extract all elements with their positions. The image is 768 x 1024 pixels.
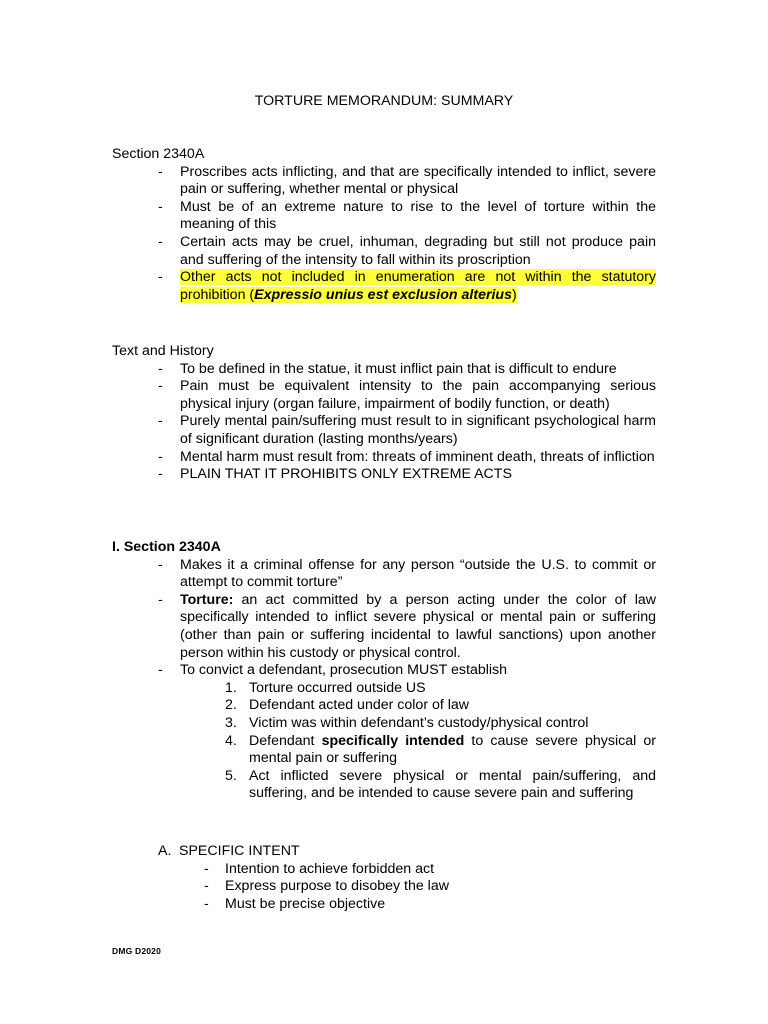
bullet-list bbox=[112, 164, 656, 305]
bullet-list bbox=[112, 557, 656, 680]
element-text-after: to cause severe physical or mental pain or suffering bbox=[249, 732, 657, 767]
latin-maxim: Expressio unius est exclusion alterius bbox=[254, 286, 512, 303]
element-text: Victim was within defendant’s custody/physical control bbox=[249, 714, 589, 731]
element-text: Act inflicted severe physical or mental pain/suffering, and suffering, and be intended to cause severe pain and suffering bbox=[249, 767, 656, 802]
element-item bbox=[112, 733, 656, 768]
list-item: - Purely mental pain/suffering must result to in significant psychological harm of significant duration (lasting months/years) bbox=[112, 413, 656, 448]
element-text: Defendant acted under color of law bbox=[249, 697, 470, 714]
element-emphasis: specifically intended bbox=[321, 732, 465, 749]
element-number: 4. bbox=[225, 732, 237, 749]
specific-intent-subsection bbox=[112, 843, 656, 913]
list-item: - Mental harm must result from: threats of imminent death, threats of infliction bbox=[112, 449, 656, 467]
list-item: - Makes it a criminal offense for any person “outside the U.S. to commit or attempt to commit torture” bbox=[112, 557, 656, 592]
element-item bbox=[112, 680, 656, 698]
subsection-label: A. bbox=[158, 843, 172, 859]
elements-list bbox=[112, 680, 656, 803]
bullet-list bbox=[112, 861, 656, 914]
element-number: 3. bbox=[225, 714, 237, 731]
torture-term: Torture: bbox=[180, 591, 234, 608]
highlight-text-before: Other acts not included in enumeration are not within the statutory prohibition ( bbox=[180, 269, 656, 303]
section-i-2340a bbox=[112, 539, 656, 803]
element-number: 5. bbox=[225, 767, 237, 784]
list-item: - Intention to achieve forbidden act bbox=[112, 861, 656, 879]
section-2340a-summary bbox=[112, 146, 656, 304]
element-text-before: Defendant bbox=[249, 732, 322, 749]
highlighted-list-item bbox=[112, 269, 656, 304]
list-item: - To convict a defendant, prosecution MUST establish bbox=[112, 662, 656, 680]
torture-definition: an act committed by a person acting under the color of law specifically intended to inflict severe physical or mental pain or suffering (other than pain or suffering incidental to lawful sanctions) upon another person within his custody or physical control. bbox=[180, 591, 656, 661]
list-item: - To be defined in the statue, it must inflict pain that is difficult to endure bbox=[112, 361, 656, 379]
list-item: - Certain acts may be cruel, inhuman, degrading but still not produce pain and suffering of the intensity to fall within its proscription bbox=[112, 234, 656, 269]
highlighted-text bbox=[180, 269, 656, 303]
element-number: 1. bbox=[225, 679, 237, 696]
element-item bbox=[112, 768, 656, 803]
element-text: Torture occurred outside US bbox=[249, 679, 426, 696]
list-item: - Pain must be equivalent intensity to the pain accompanying serious physical injury (organ failure, impairment of bodily function, or death) bbox=[112, 378, 656, 413]
subsection-title: SPECIFIC INTENT bbox=[179, 843, 300, 859]
element-item bbox=[112, 715, 656, 733]
list-item: - Must be of an extreme nature to rise to the level of torture within the meaning of this bbox=[112, 199, 656, 234]
list-item: - Must be precise objective bbox=[112, 896, 656, 914]
element-item bbox=[112, 697, 656, 715]
section-heading: Text and History bbox=[112, 343, 214, 359]
torture-definition-item bbox=[112, 592, 656, 662]
footer-label: DMG D2020 bbox=[112, 946, 162, 956]
list-item: - Express purpose to disobey the law bbox=[112, 878, 656, 896]
subsection-heading bbox=[112, 843, 656, 861]
section-heading: Section 2340A bbox=[112, 146, 205, 162]
list-item: - Proscribes acts inflicting, and that are specifically intended to inflict, severe pain or suffering, whether mental or physical bbox=[112, 164, 656, 199]
bullet-list bbox=[112, 361, 656, 484]
text-and-history-section bbox=[112, 343, 656, 484]
document-title: TORTURE MEMORANDUM: SUMMARY bbox=[254, 93, 514, 109]
list-item: - PLAIN THAT IT PROHIBITS ONLY EXTREME ACTS bbox=[112, 466, 656, 484]
section-heading: I. Section 2340A bbox=[112, 539, 221, 555]
element-number: 2. bbox=[225, 697, 237, 714]
highlight-text-after: ) bbox=[511, 286, 517, 303]
